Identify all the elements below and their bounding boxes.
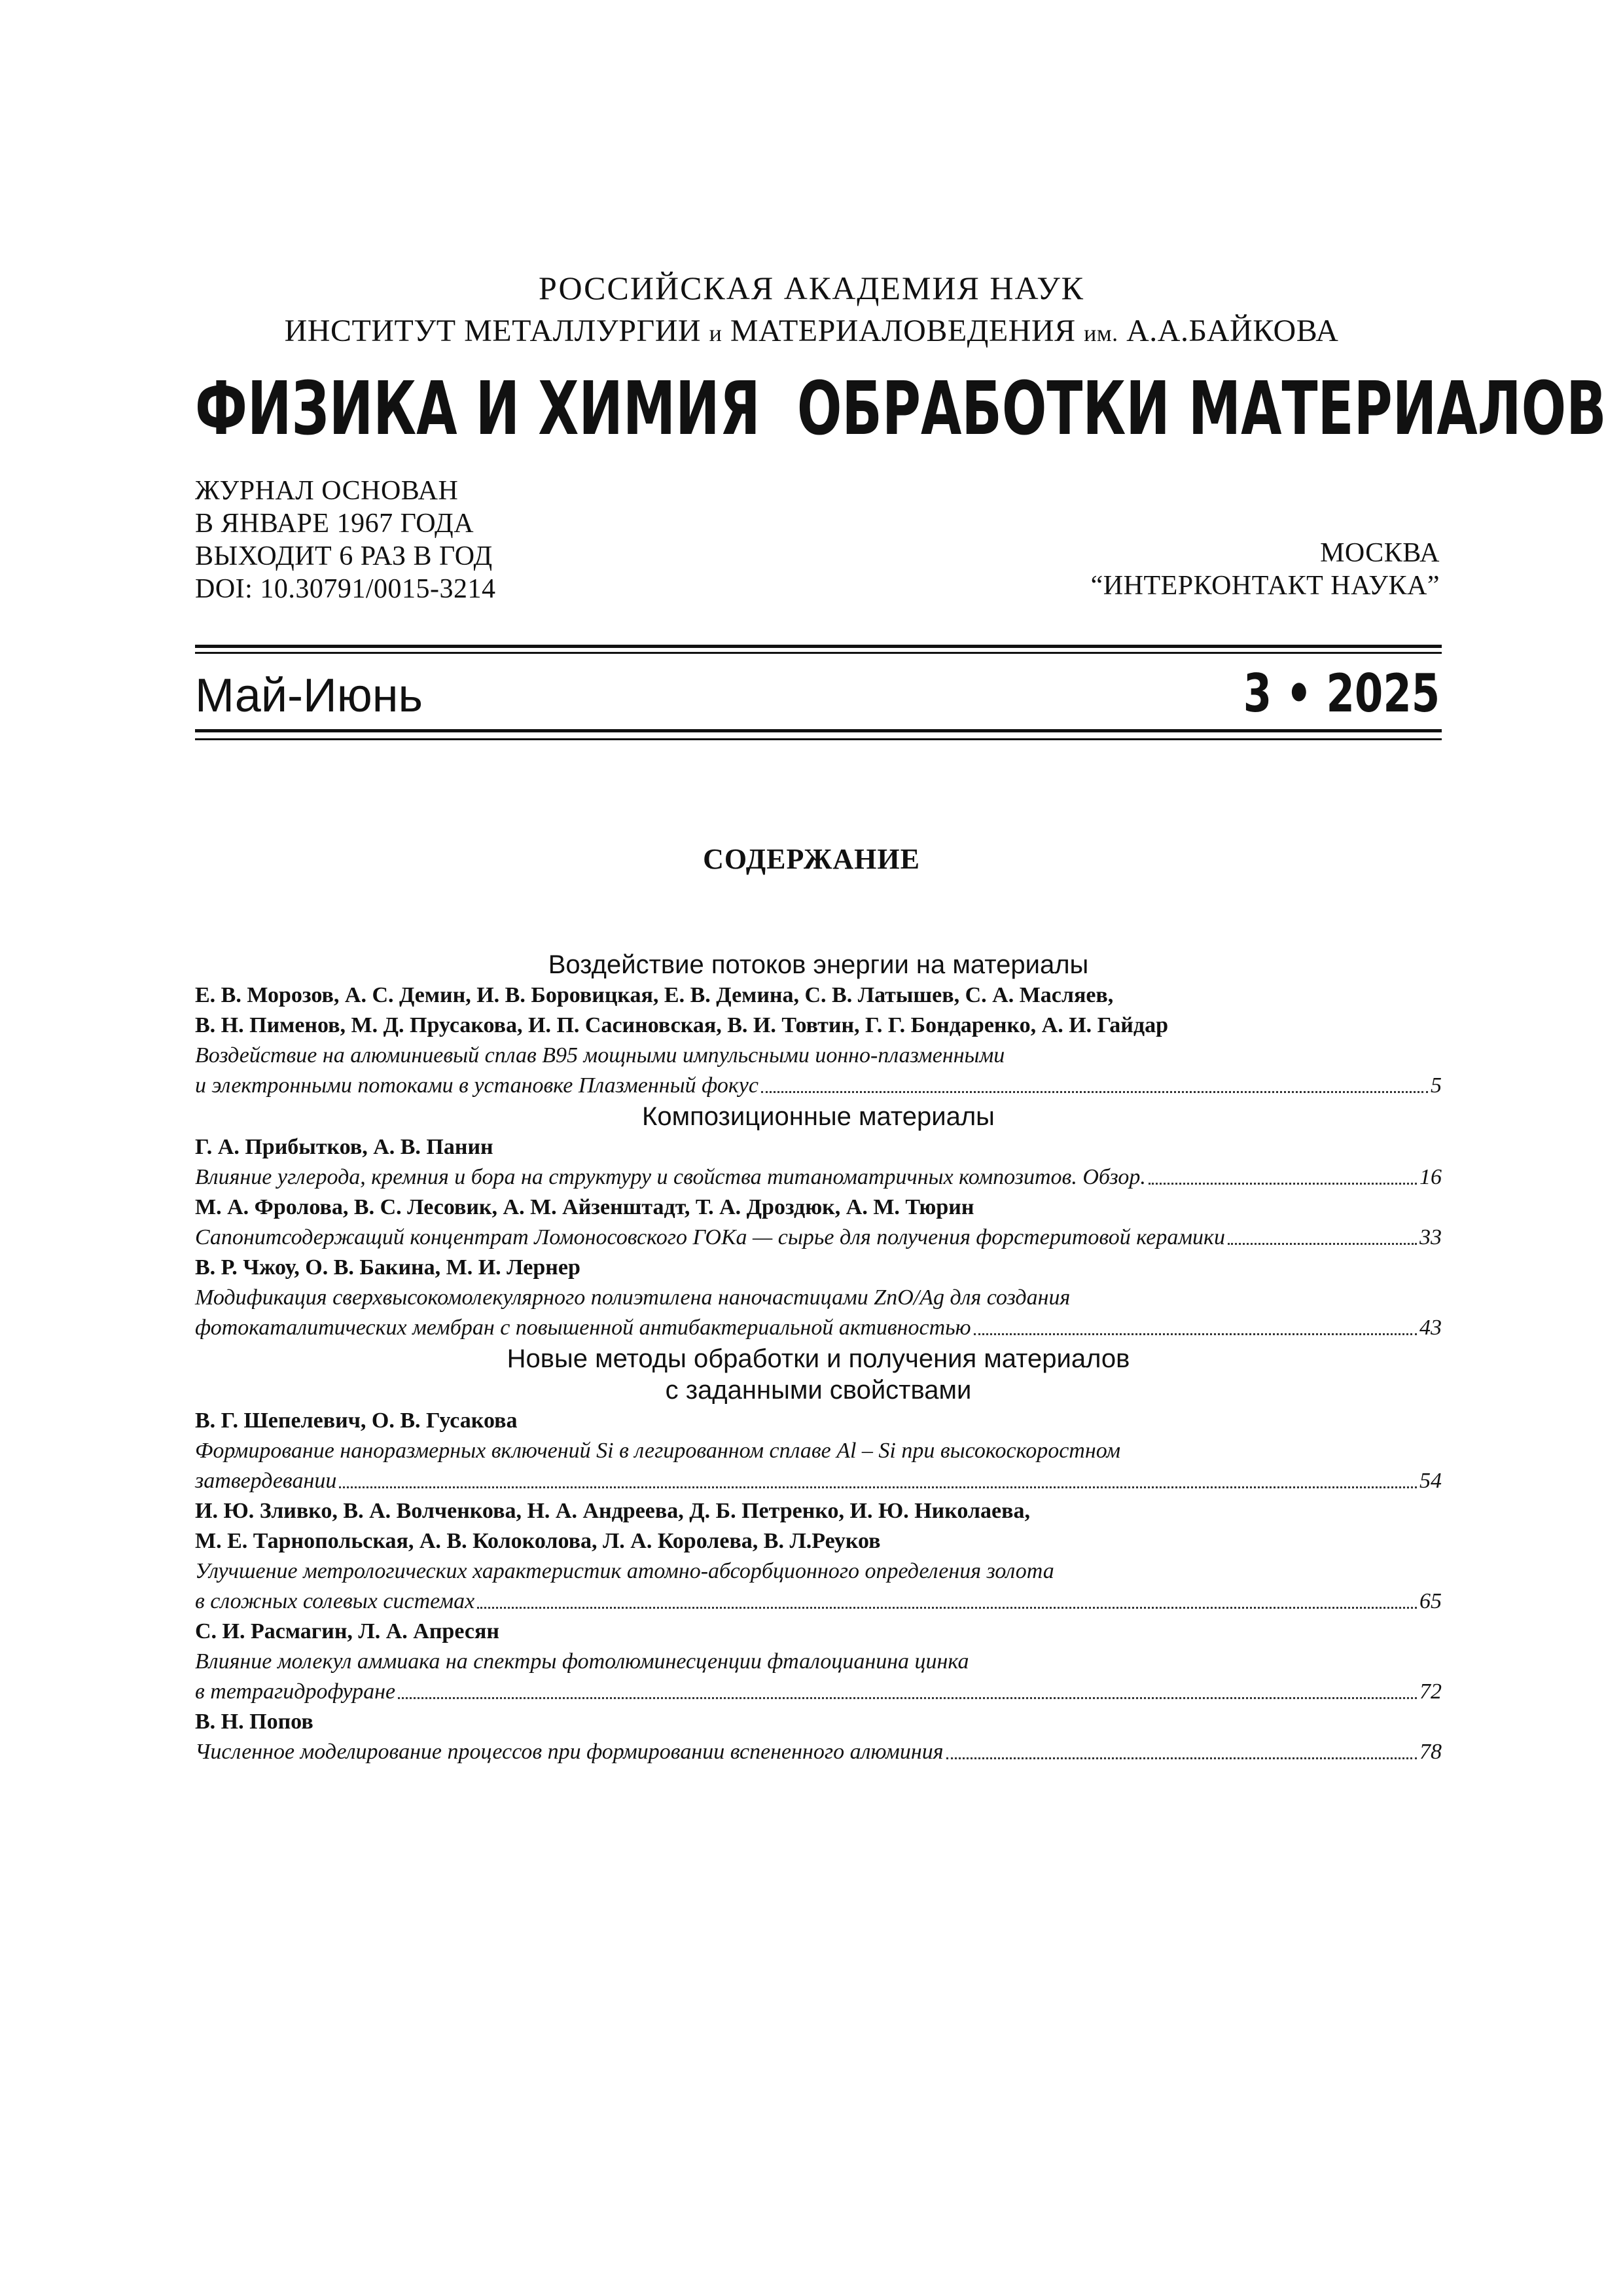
entry-title-line: Улучшение метрологических характеристик атомно-абсорбционного определения золота (195, 1559, 1054, 1583)
entry-title-line: Формирование наноразмерных включений Si в легированном сплаве Al – Si при высокоскоростном (195, 1439, 1121, 1463)
doi: DOI: 10.30791/0015-3214 (195, 574, 496, 604)
entry-title-last-line (195, 1162, 1442, 1193)
frequency: ВЫХОДИТ 6 РАЗ В ГОД (195, 541, 493, 571)
journal-info (195, 475, 495, 605)
page-number: 78 (1419, 1740, 1442, 1764)
toc-entry (195, 1707, 1442, 1767)
academy-name: РОССИЙСКАЯ АКАДЕМИЯ НАУК (539, 270, 1084, 306)
entry-title-last-line (195, 1313, 1442, 1343)
table-of-contents (195, 949, 1442, 1767)
section-title-cont: с заданными свойствами (665, 1376, 972, 1405)
page-number: 65 (1419, 1589, 1442, 1613)
city: МОСКВА (1320, 538, 1440, 568)
page-number: 54 (1419, 1469, 1442, 1493)
publisher-info (1091, 537, 1440, 602)
institute-person: А.А.БАЙКОВА (1126, 314, 1339, 348)
founded-line-2: В ЯНВАРЕ 1967 ГОДА (195, 509, 474, 539)
entry-title-last-line (195, 1466, 1442, 1496)
dot-leader (398, 1697, 1417, 1699)
entry-authors: М. А. Фролова, В. С. Лесовик, А. М. Айзенштадт, Т. А. Дроздюк, А. М. Тюрин (195, 1195, 974, 1219)
divider-bottom-thin (195, 738, 1442, 740)
entry-title-text: в тетрагидрофуране (195, 1679, 396, 1704)
entry-authors: Е. В. Морозов, А. С. Демин, И. В. Боровицкая, Е. В. Демина, С. В. Латышев, С. А. Масляев, (195, 983, 1114, 1007)
issue-months: Май-Июнь (195, 670, 423, 722)
divider-top-thick (195, 645, 1442, 648)
section-title: Новые методы обработки и получения материалов (507, 1344, 1130, 1373)
entry-title-line: Влияние молекул аммиака на спектры фотолюминесценции фталоцианина цинка (195, 1649, 969, 1674)
page-number: 72 (1419, 1679, 1442, 1704)
institute-and: и (709, 320, 722, 346)
dot-leader (339, 1486, 1417, 1488)
entry-authors: С. И. Расмагин, Л. А. Апресян (195, 1619, 499, 1643)
toc-entry (195, 1617, 1442, 1707)
dot-leader (974, 1333, 1417, 1335)
entry-title-last-line (195, 1223, 1442, 1253)
dot-leader (946, 1757, 1417, 1759)
toc-entry (195, 980, 1442, 1101)
entry-title-text: Численное моделирование процессов при формировании вспененного алюминия (195, 1740, 944, 1764)
entry-title-text: Сапонитсодержащий концентрат Ломоносовского ГОКа — сырье для получения форстеритовой керамики (195, 1225, 1225, 1249)
page-number: 16 (1419, 1165, 1442, 1189)
entry-title-text: затвердевании (195, 1469, 337, 1493)
entry-authors: Г. А. Прибытков, А. В. Панин (195, 1135, 493, 1159)
institute-im: им. (1084, 320, 1118, 346)
divider-top-thin (195, 652, 1442, 654)
entry-title-last-line (195, 1677, 1442, 1707)
entry-title-text: Влияние углерода, кремния и бора на структуру и свойства титаноматричных композитов. Обзор. (195, 1165, 1146, 1189)
founded-line-1: ЖУРНАЛ ОСНОВАН (195, 476, 459, 506)
toc-entry (195, 1253, 1442, 1343)
entry-title-last-line (195, 1587, 1442, 1617)
divider-bottom-thick (195, 729, 1442, 732)
entry-title-last-line (195, 1071, 1442, 1101)
page-number: 43 (1419, 1316, 1442, 1340)
section-title: Композиционные материалы (642, 1102, 995, 1131)
page-number: 33 (1419, 1225, 1442, 1249)
dot-leader (1149, 1183, 1417, 1185)
entry-title-last-line (195, 1737, 1442, 1767)
toc-entry (195, 1132, 1442, 1193)
contents-title: СОДЕРЖАНИЕ (703, 843, 920, 875)
toc-entry (195, 1193, 1442, 1253)
institute-mid: МАТЕРИАЛОВЕДЕНИЯ (730, 314, 1076, 348)
entry-title-text: в сложных солевых системах (195, 1589, 475, 1613)
dot-leader (1228, 1243, 1417, 1245)
journal-title: ФИЗИКА И ХИМИЯ ОБРАБОТКИ МАТЕРИАЛОВ (195, 367, 1607, 452)
institute-main: ИНСТИТУТ МЕТАЛЛУРГИИ (284, 314, 702, 348)
entry-title-line: Воздействие на алюминиевый сплав В95 мощными импульсными ионно-плазменными (195, 1043, 1005, 1067)
entry-title-text: и электронными потоками в установке Плазменный фокус (195, 1073, 758, 1098)
entry-authors: В. Г. Шепелевич, О. В. Гусакова (195, 1408, 518, 1433)
toc-entry (195, 1406, 1442, 1496)
entry-authors: В. Н. Попов (195, 1710, 313, 1734)
entry-title-text: фотокаталитических мембран с повышенной антибактериальной активностью (195, 1316, 971, 1340)
dot-leader (477, 1607, 1417, 1609)
page-number: 5 (1431, 1073, 1442, 1098)
entry-title-line: Модификация сверхвысокомолекулярного полиэтилена наночастицами ZnO/Ag для создания (195, 1285, 1071, 1310)
section-title: Воздействие потоков энергии на материалы (548, 950, 1089, 979)
institute-name (0, 312, 1623, 353)
publisher: “ИНТЕРКОНТАКТ НАУКА” (1090, 571, 1440, 601)
dot-leader (761, 1091, 1428, 1093)
entry-authors: И. Ю. Зливко, В. А. Волченкова, Н. А. Андреева, Д. Б. Петренко, И. Ю. Николаева, (195, 1499, 1030, 1523)
issue-number: 3 • 2025 (1243, 663, 1440, 724)
toc-entry (195, 1496, 1442, 1617)
entry-authors: М. Е. Тарнопольская, А. В. Колоколова, Л. А. Королева, В. Л.Реуков (195, 1529, 881, 1553)
entry-authors: В. Н. Пименов, М. Д. Прусакова, И. П. Сасиновская, В. И. Товтин, Г. Г. Бондаренко, А. И. Гайдар (195, 1013, 1168, 1037)
entry-authors: В. Р. Чжоу, О. В. Бакина, М. И. Лернер (195, 1255, 580, 1280)
